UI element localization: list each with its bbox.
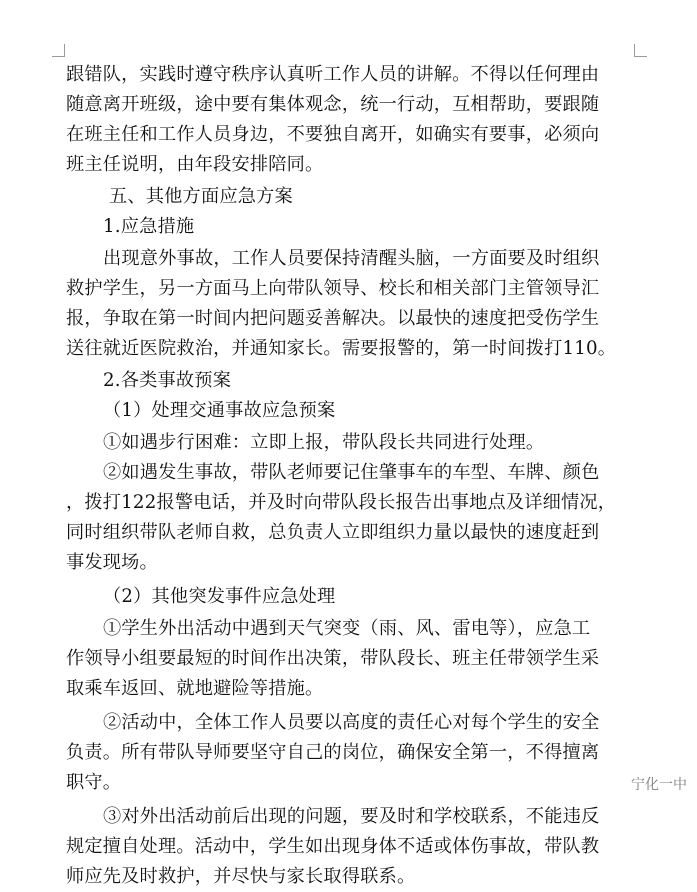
text-line: 救护学生，另一方面马上向带队领导、校长和相关部门主管领导汇 (66, 278, 600, 299)
text-line: 负责。所有带队导师要坚守自己的岗位，确保安全第一，不得擅离 (66, 742, 600, 763)
text-line: 同时组织带队老师自救，总负责人立即组织力量以最快的速度赶到 (66, 522, 600, 543)
text-line: 五、其他方面应急方案 (109, 186, 293, 207)
text-line: 师应先及时救护，并尽快与家长取得联系。 (66, 866, 416, 887)
page-corner-mark-top-right (634, 44, 647, 57)
text-line: （1）处理交通事故应急预案 (103, 400, 336, 421)
text-line: 报，争取在第一时间内把问题妥善解决。以最快的速度把受伤学生 (66, 308, 600, 329)
text-line: 规定擅自处理。活动中，学生如出现身体不适或体伤事故，带队教 (66, 836, 600, 857)
text-line: ②活动中，全体工作人员要以高度的责任心对每个学生的安全 (103, 712, 600, 733)
text-line: （2）其他突发事件应急处理 (103, 586, 336, 607)
text-line: 事发现场。 (66, 552, 158, 573)
text-line: 作领导小组要最短的时间作出决策，带队段长、班主任带领学生采 (66, 648, 600, 669)
school-watermark: 宁化一中 (631, 777, 687, 793)
text-line: 取乘车返回、就地避险等措施。 (66, 678, 324, 699)
text-line: 送往就近医院救治，并通知家长。需要报警的，第一时间拨打110。 (66, 338, 617, 359)
text-line: 1.应急措施 (103, 216, 195, 237)
text-line: ①学生外出活动中遇到天气突变（雨、风、雷电等），应急工 (103, 618, 591, 639)
text-line: 随意离开班级，途中要有集体观念，统一行动，互相帮助，要跟随 (66, 94, 600, 115)
text-line: 2.各类事故预案 (103, 370, 232, 391)
text-line: ，拨打122报警电话，并及时向带队段长报告出事地点及详细情况， (66, 492, 617, 513)
document-page (66, 60, 634, 892)
text-line: ③对外出活动前后出现的问题，要及时和学校联系，不能违反 (103, 806, 600, 827)
text-line: 在班主任和工作人员身边，不要独自离开，如确实有要事，必须向 (66, 124, 600, 145)
text-line: 班主任说明，由年段安排陪同。 (66, 154, 324, 175)
text-line: 职守。 (66, 772, 122, 793)
text-line: ①如遇步行困难：立即上报，带队段长共同进行处理。 (103, 432, 545, 453)
page-corner-mark-top-left (52, 44, 65, 57)
text-line: ②如遇发生事故，带队老师要记住肇事车的车型、车牌、颜色 (103, 462, 600, 483)
text-line: 出现意外事故，工作人员要保持清醒头脑，一方面要及时组织 (103, 248, 600, 269)
text-line: 跟错队，实践时遵守秩序认真听工作人员的讲解。不得以任何理由 (66, 64, 600, 85)
